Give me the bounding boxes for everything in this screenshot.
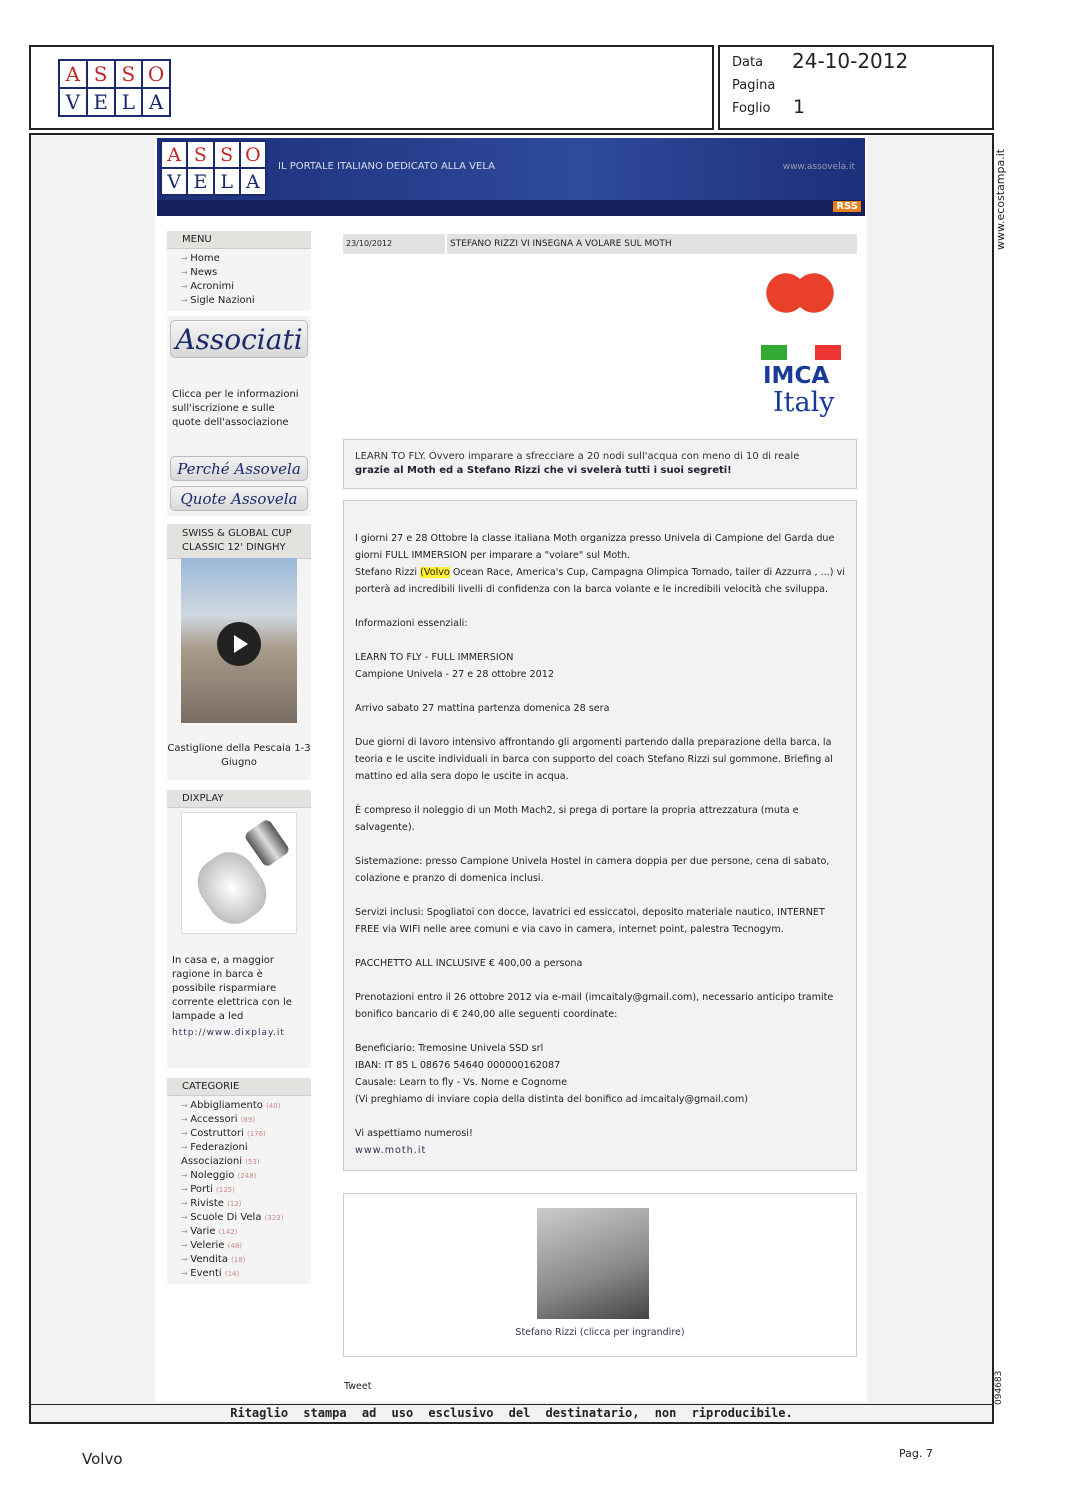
tagline: IL PORTALE ITALIANO DEDICATO ALLA VELA [278, 161, 495, 172]
keyword-label: Volvo [82, 1450, 123, 1468]
paragraph: Sistemazione: presso Campione Univela Hostel in camera doppia per due persone, cena di sabato, colazione e pranzo di domenica inclusi. [355, 856, 830, 884]
photo-caption[interactable]: Stefano Rizzi (clicca per ingrandire) [515, 1327, 685, 1338]
category-count: (176) [246, 1130, 266, 1138]
menu-box [167, 231, 311, 311]
logo-letter: S [116, 61, 142, 87]
paragraph: È compreso il noleggio di un Moth Mach2, si prega di portare la propria attrezzatura (muta e salvagente). [355, 805, 799, 833]
paragraph [355, 530, 845, 598]
clip-code: 094683 [994, 1370, 1004, 1405]
category-name[interactable]: Varie [190, 1226, 216, 1237]
led-lamp-image[interactable] [181, 812, 297, 934]
article-body [343, 500, 857, 1171]
video-box [167, 524, 311, 780]
rss-button[interactable]: RSS [833, 201, 861, 212]
article-header [343, 234, 857, 254]
category-count: (48) [227, 1242, 243, 1250]
category-item[interactable] [181, 1169, 311, 1183]
paragraph: PACCHETTO ALL INCLUSIVE € 400,00 a persona [355, 958, 583, 969]
paragraph: Servizi inclusi: Spogliatoi con docce, lavatrici ed essiccatoi, deposito materiale nautico, INTERNET FREE via WIFI nelle aree comuni e via cavo in camera, internet point, palestra Tecnogym. [355, 907, 825, 935]
category-name[interactable]: Eventi [190, 1268, 222, 1279]
logo-letter: V [162, 169, 186, 194]
menu-item-acronimi[interactable]: → Acronimi [181, 280, 311, 294]
logo-letter: E [188, 169, 212, 194]
ecostampa-url: www.ecostampa.it [994, 148, 1007, 250]
category-count: (12) [227, 1200, 242, 1208]
text: I giorni 27 e 28 Ottobre la classe italiana Moth organizza presso Univela di Campione del Garda due giorni FULL IMMERSION per imparare a "volare" sul Moth. [355, 533, 835, 561]
logo-letter: S [188, 142, 212, 167]
page-number: Pag. 7 [899, 1447, 933, 1460]
category-name[interactable]: Porti [190, 1184, 213, 1195]
dixplay-title: DIXPLAY [167, 790, 311, 808]
butterfly-icon [765, 265, 835, 335]
paragraph: Informazioni essenziali: [355, 618, 468, 629]
site-url[interactable]: www.assovela.it [782, 162, 855, 172]
play-icon[interactable] [217, 622, 261, 666]
paragraph [355, 1125, 845, 1159]
category-count: (40) [266, 1102, 281, 1110]
paragraph: Prenotazioni entro il 26 ottobre 2012 via e-mail (imcaitaly@gmail.com), necessario anticipo tramite bonifico bancario di € 240,00 alle seguenti coordinate: [355, 992, 834, 1020]
dixplay-box [167, 790, 311, 1068]
assovela-logo [58, 59, 171, 117]
nav-strip [157, 200, 865, 216]
article-title: STEFANO RIZZI VI INSEGNA A VOLARE SUL MOTH [450, 239, 672, 249]
menu-item-sigle[interactable]: → Sigle Nazioni [181, 294, 311, 308]
logo-letter: O [241, 142, 265, 167]
category-count: (125) [216, 1186, 235, 1194]
logo-letter: S [88, 61, 114, 87]
logo-letter: L [116, 89, 142, 115]
text: Campione Univela - 27 e 28 ottobre 2012 [355, 669, 554, 680]
menu-item-home[interactable]: → Home [181, 252, 311, 266]
copyright-notice: Ritaglio stampa ad uso esclusivo del destinatario, non riproducibile. [230, 1406, 793, 1420]
italy-text: Italy [773, 387, 835, 418]
foglio-value: 1 [793, 96, 806, 118]
divider [31, 1404, 992, 1405]
article-lead [343, 439, 857, 489]
moth-link[interactable]: www.moth.it [355, 1145, 427, 1156]
video-title: SWISS & GLOBAL CUP CLASSIC 12' DINGHY [167, 524, 311, 559]
imca-text: IMCA [763, 363, 830, 389]
categorie-title: CATEGORIE [167, 1078, 311, 1096]
logo-letter: V [60, 89, 86, 115]
logo-letter: S [215, 142, 239, 167]
categorie-box [167, 1078, 311, 1284]
highlighted-keyword: (Volvo [420, 567, 450, 578]
menu-item-news[interactable]: → News [181, 266, 311, 280]
category-name[interactable]: Vendita [190, 1254, 228, 1265]
category-item[interactable] [181, 1183, 311, 1197]
menu-title: MENU [167, 231, 311, 249]
logo-letter: A [60, 61, 86, 87]
text: Ocean Race, America's Cup, Campagna Olimpica Tornado, tailer di Azzurra , ...) vi porterà ad incredibili livelli di confidenza con la barca volante e le incredibili velocità che sviluppa. [355, 567, 845, 595]
logo-letter: A [241, 169, 265, 194]
category-item[interactable] [181, 1211, 311, 1225]
logo-box [29, 45, 714, 130]
category-count: (14) [224, 1270, 240, 1278]
pagina-label: Pagina [732, 78, 776, 93]
dixplay-link[interactable]: http://www.dixplay.it [172, 1028, 285, 1038]
text: LEARN TO FLY - FULL IMMERSION [355, 652, 514, 663]
category-item[interactable] [181, 1197, 311, 1211]
logo-letter: L [215, 169, 239, 194]
article-date: 23/10/2012 [346, 239, 393, 248]
info-box [718, 45, 994, 130]
paragraph: Arrivo sabato 27 mattina partenza domenica 28 sera [355, 703, 610, 714]
data-label: Data [732, 55, 764, 70]
category-item[interactable] [181, 1113, 311, 1127]
category-name[interactable]: Costruttori [190, 1128, 244, 1139]
category-name[interactable]: Velerie [190, 1240, 225, 1251]
category-name[interactable]: Noleggio [190, 1170, 235, 1181]
foglio-label: Foglio [732, 101, 771, 116]
perche-assovela-button[interactable]: Perché Assovela [170, 456, 308, 481]
paragraph [355, 649, 845, 683]
category-count: (18) [231, 1256, 246, 1264]
category-item[interactable] [181, 1267, 311, 1281]
text: Stefano Rizzi [355, 567, 421, 578]
dixplay-text: In casa e, a maggior ragione in barca è possibile risparmiare corrente elettrica con le lampade a led [172, 955, 292, 1022]
category-name[interactable]: Accessori [190, 1114, 238, 1125]
category-name[interactable]: Riviste [190, 1198, 224, 1209]
category-count: (89) [240, 1116, 256, 1124]
stefano-rizzi-photo[interactable] [537, 1208, 649, 1319]
logo-letter: E [88, 89, 114, 115]
photo-box [343, 1193, 857, 1357]
site-logo [160, 140, 267, 196]
category-item[interactable] [181, 1239, 311, 1253]
category-name[interactable]: Abbigliamento [190, 1100, 263, 1111]
text: Beneficiario: Tremosine Univela SSD srl [355, 1043, 544, 1054]
logo-letter: A [162, 142, 186, 167]
category-name[interactable]: Scuole Di Vela [190, 1212, 262, 1223]
video-thumbnail[interactable] [181, 558, 297, 723]
category-count: (53) [245, 1158, 260, 1166]
tweet-button[interactable]: Tweet [344, 1381, 372, 1392]
associati-text: Clicca per le informazioni sull'iscrizione e sulle quote dell'associazione [172, 389, 299, 428]
associati-box [167, 316, 311, 516]
imca-logo [755, 265, 845, 425]
associati-button[interactable]: Associati [170, 320, 308, 358]
lead-line-1: LEARN TO FLY. Ovvero imparare a sfrecciare a 20 nodi sull'acqua con meno di 10 di reale [355, 451, 800, 462]
text: IBAN: IT 85 L 08676 54640 000000162087 [355, 1060, 561, 1071]
category-item[interactable] [181, 1225, 311, 1239]
logo-letter: A [143, 89, 169, 115]
site-banner [157, 138, 865, 200]
paragraph: Due giorni di lavoro intensivo affrontando gli argomenti partendo dalla preparazione della barca, la teoria e le uscite individuali in barca con supporto del coach Stefano Rizzi sul gommone. Briefing al mattino ed alla sera dopo le uscite in acqua. [355, 737, 833, 782]
lead-line-2: grazie al Moth ed a Stefano Rizzi che vi svelerà tutti i suoi segreti! [355, 465, 732, 476]
text: Causale: Learn to fly - Vs. Nome e Cognome [355, 1077, 568, 1088]
category-item[interactable] [181, 1253, 311, 1267]
text: Vi aspettiamo numerosi! [355, 1128, 473, 1139]
category-name[interactable]: Federazioni Associazioni [181, 1142, 248, 1167]
category-count: (248) [237, 1172, 257, 1180]
quote-assovela-button[interactable]: Quote Assovela [170, 486, 308, 511]
category-count: (323) [264, 1214, 284, 1222]
logo-letter: O [143, 61, 169, 87]
category-item[interactable] [181, 1127, 311, 1141]
text: (Vi preghiamo di inviare copia della distinta del bonifico ad imcaitaly@gmail.com) [355, 1094, 749, 1105]
category-item[interactable] [181, 1099, 311, 1113]
category-item[interactable] [181, 1141, 311, 1169]
video-caption: Castiglione della Pescaia 1-3 Giugno [167, 743, 311, 768]
paragraph [355, 1040, 845, 1108]
data-value: 24-10-2012 [792, 49, 909, 73]
category-count: (142) [218, 1228, 238, 1236]
